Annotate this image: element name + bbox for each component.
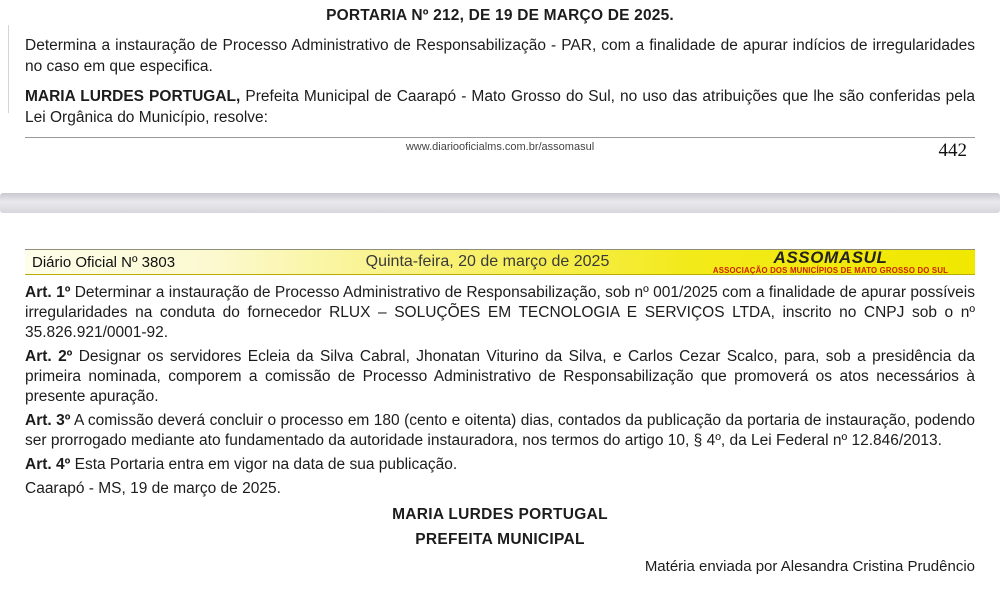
- article-2-text: Designar os servidores Ecleia da Silva Cabral, Jhonatan Viturino da Silva, e Carlos Cezar Scalco, para, sob a presidência da primeira nominada, comporem a comissão de Processo Administrativo de Responsabilização que promoverá os atos necessários à presente apuração.: [25, 348, 975, 405]
- article-4-label: Art. 4º: [25, 456, 71, 473]
- page-title: PORTARIA Nº 212, DE 19 DE MARÇO DE 2025.: [326, 7, 674, 24]
- submitted-by-note: Matéria enviada por Alesandra Cristina Prudêncio: [644, 558, 975, 575]
- footer-url: www.diariooficialms.com.br/assomasul: [405, 141, 595, 153]
- gazette-header-bar: [25, 249, 975, 275]
- article-4: [25, 455, 975, 475]
- place-and-date: Caarapó - MS, 19 de março de 2025.: [25, 480, 281, 497]
- preamble-author-name: MARIA LURDES PORTUGAL,: [25, 88, 241, 105]
- page-footer: [25, 137, 975, 167]
- article-1-text: Determinar a instauração de Processo Administrativo de Responsabilização, sob nº 001/2025 com a finalidade de apurar possíveis irregularidades na conduta do fornecedor RLUX – SOLUÇÕES EM TECNOLOGIA E SERVIÇOS LTDA, inscrito no CNPJ sob o nº 35.826.921/0001-92.: [25, 284, 975, 341]
- document-top-section: [0, 0, 1000, 128]
- document-preamble: [25, 86, 975, 128]
- page-edge-line: [8, 25, 9, 113]
- article-2: [25, 347, 975, 407]
- gazette-date: Quinta-feira, 20 de março de 2025: [365, 253, 610, 270]
- assomasul-logo-subtitle: ASSOCIAÇÃO DOS MUNICÍPIOS DE MATO GROSSO DO SUL: [712, 266, 949, 276]
- article-1-label: Art. 1º: [25, 284, 71, 301]
- preamble-text: Prefeita Municipal de Caarapó - Mato Grosso do Sul, no uso das atribuições que lhe são conferidas pela Lei Orgânica do Município, resolve:: [25, 88, 975, 126]
- signature-title: PREFEITA MUNICIPAL: [415, 531, 585, 548]
- gazette-issue-number: Diário Oficial Nº 3803: [32, 253, 176, 271]
- assomasul-logo: [688, 249, 975, 275]
- page-number: 442: [938, 140, 967, 161]
- assomasul-logo-text: ASSOMASUL: [773, 248, 888, 268]
- document-summary: Determina a instauração de Processo Administrativo de Responsabilização - PAR, com a finalidade de apurar indícios de irregularidades no caso em que especifica.: [25, 37, 975, 75]
- article-3: [25, 411, 975, 451]
- article-1: [25, 283, 975, 343]
- article-3-label: Art. 3º: [25, 412, 71, 429]
- page-separator-band: [0, 193, 1000, 213]
- article-3-text: A comissão deverá concluir o processo em 180 (cento e oitenta) dias, contados da publicação da portaria de instauração, podendo ser prorrogado mediante ato fundamentado da autoridade instauradora, nos termos do artigo 10, § 4º, da Lei Federal nº 12.846/2013.: [25, 412, 975, 449]
- article-4-text: Esta Portaria entra em vigor na data de sua publicação.: [74, 456, 458, 473]
- document-body-section: [0, 275, 1000, 575]
- article-2-label: Art. 2º: [25, 348, 73, 365]
- signature-name: MARIA LURDES PORTUGAL: [392, 506, 608, 523]
